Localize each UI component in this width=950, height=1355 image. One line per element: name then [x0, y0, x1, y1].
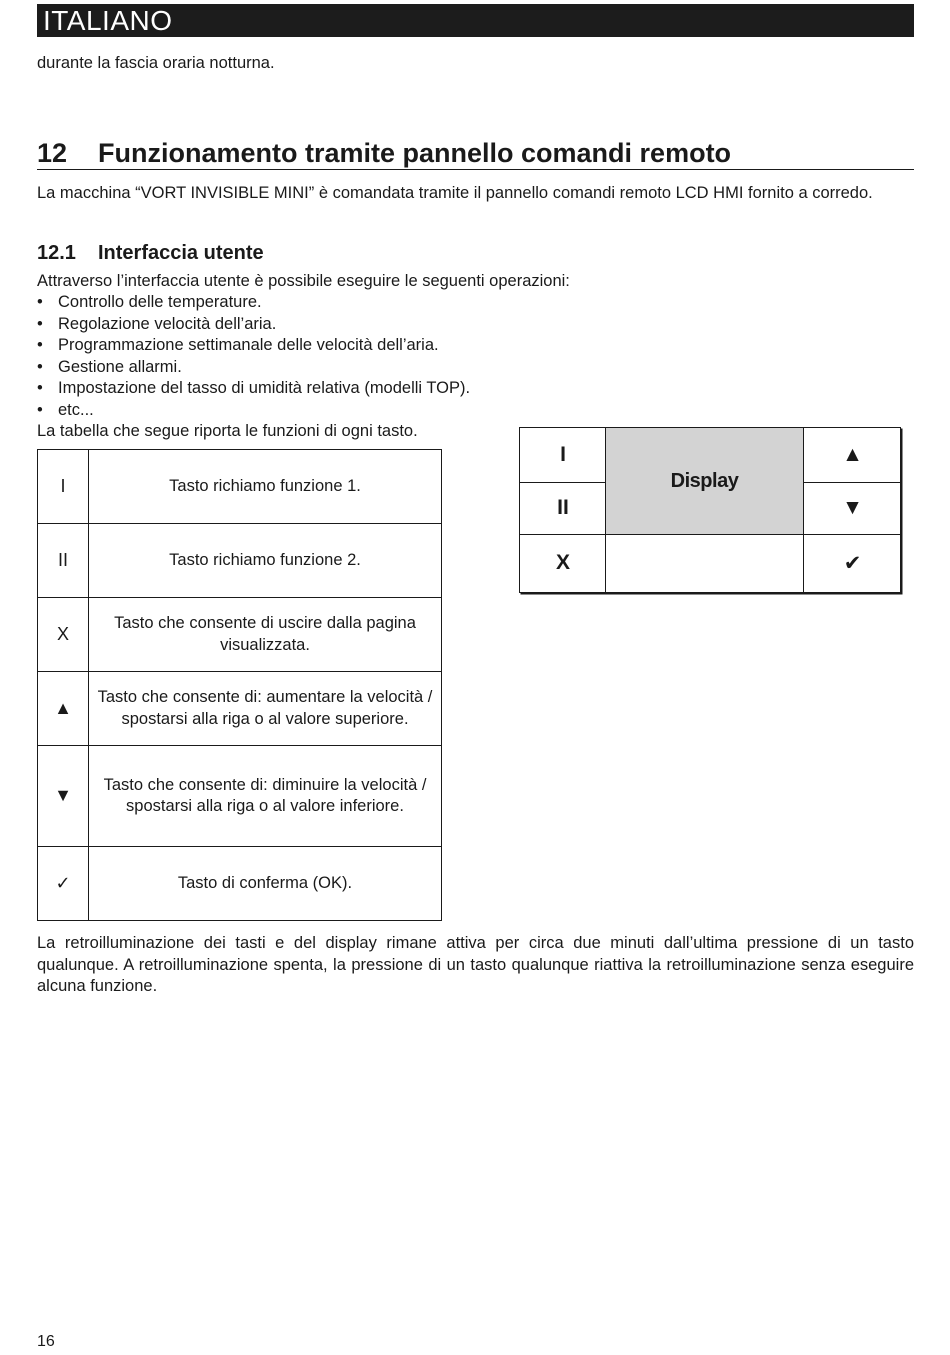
table-row — [38, 450, 442, 524]
up-arrow-icon: ▲ — [842, 443, 863, 466]
exit-key: X — [555, 551, 570, 574]
key-description: Tasto che consente di: aumentare la velocità / spostarsi alla riga o al valore superiore. — [89, 672, 442, 746]
table-row — [38, 746, 442, 847]
key-description: Tasto che consente di uscire dalla pagina visualizzata. — [89, 598, 442, 672]
down-arrow-icon: ▼ — [842, 496, 863, 519]
key-symbol: ✓ — [38, 847, 89, 921]
language-header: ITALIANO — [37, 4, 914, 37]
list-item: • Gestione allarmi. — [37, 357, 470, 379]
footer-paragraph: La retroilluminazione dei tasti e del display rimane attiva per circa due minuti dall’ultima pressione di un tasto qualunque. A retroilluminazione spenta, la pressione di un tasto qualunque riattiva la retroilluminazione senza eseguire alcuna funzione. — [37, 934, 914, 995]
section-body: La macchina “VORT INVISIBLE MINI” è comandata tramite il pannello comandi remoto LCD HMI fornito a corredo. — [37, 184, 873, 202]
list-item: • Regolazione velocità dell’aria. — [37, 314, 470, 336]
section-title: Funzionamento tramite pannello comandi remoto — [98, 138, 732, 168]
list-item: • Programmazione settimanale delle velocità dell’aria. — [37, 335, 470, 357]
section-heading — [37, 137, 914, 170]
list-item: • Controllo delle temperature. — [37, 292, 470, 314]
table-row — [38, 598, 442, 672]
subsection-heading — [37, 241, 264, 265]
page-number: 16 — [37, 1333, 55, 1350]
table-intro: La tabella che segue riporta le funzioni di ogni tasto. — [37, 422, 418, 440]
checkmark-icon: ✔ — [843, 551, 862, 575]
key-description: Tasto richiamo funzione 2. — [89, 524, 442, 598]
key-symbol: ▼ — [38, 746, 89, 847]
key-description: Tasto di conferma (OK). — [89, 847, 442, 921]
function-1-key: I — [560, 443, 566, 466]
bullet-icon: • — [37, 293, 43, 311]
table-row — [38, 847, 442, 921]
subsection-title: Interfaccia utente — [98, 242, 264, 264]
list-item: • etc... — [37, 400, 470, 422]
section-number: 12 — [37, 138, 68, 168]
key-symbol: II — [38, 524, 89, 598]
bullet-icon: • — [37, 336, 43, 354]
key-function-table — [37, 449, 442, 921]
table-row — [38, 672, 442, 746]
key-symbol: X — [38, 598, 89, 672]
subsection-lead: Attraverso l’interfaccia utente è possibile eseguire le seguenti operazioni: — [37, 272, 570, 290]
subsection-number: 12.1 — [37, 242, 76, 264]
bullet-icon: • — [37, 379, 43, 397]
table-row — [38, 524, 442, 598]
key-description: Tasto che consente di: diminuire la velocità / spostarsi alla riga o al valore inferiore. — [89, 746, 442, 847]
display-label: Display — [670, 469, 739, 492]
remote-panel-diagram — [519, 427, 901, 593]
function-2-key: II — [557, 496, 569, 519]
display-area — [606, 428, 803, 534]
intro-line: durante la fascia oraria notturna. — [37, 54, 275, 72]
bullet-icon: • — [37, 314, 43, 333]
bullet-icon: • — [37, 357, 43, 376]
list-item: • Impostazione del tasso di umidità relativa (modelli TOP). — [37, 378, 470, 400]
key-description: Tasto richiamo funzione 1. — [89, 450, 442, 524]
key-symbol: I — [38, 450, 89, 524]
key-symbol: ▲ — [38, 672, 89, 746]
bullet-icon: • — [37, 400, 43, 419]
operations-list — [37, 292, 470, 421]
